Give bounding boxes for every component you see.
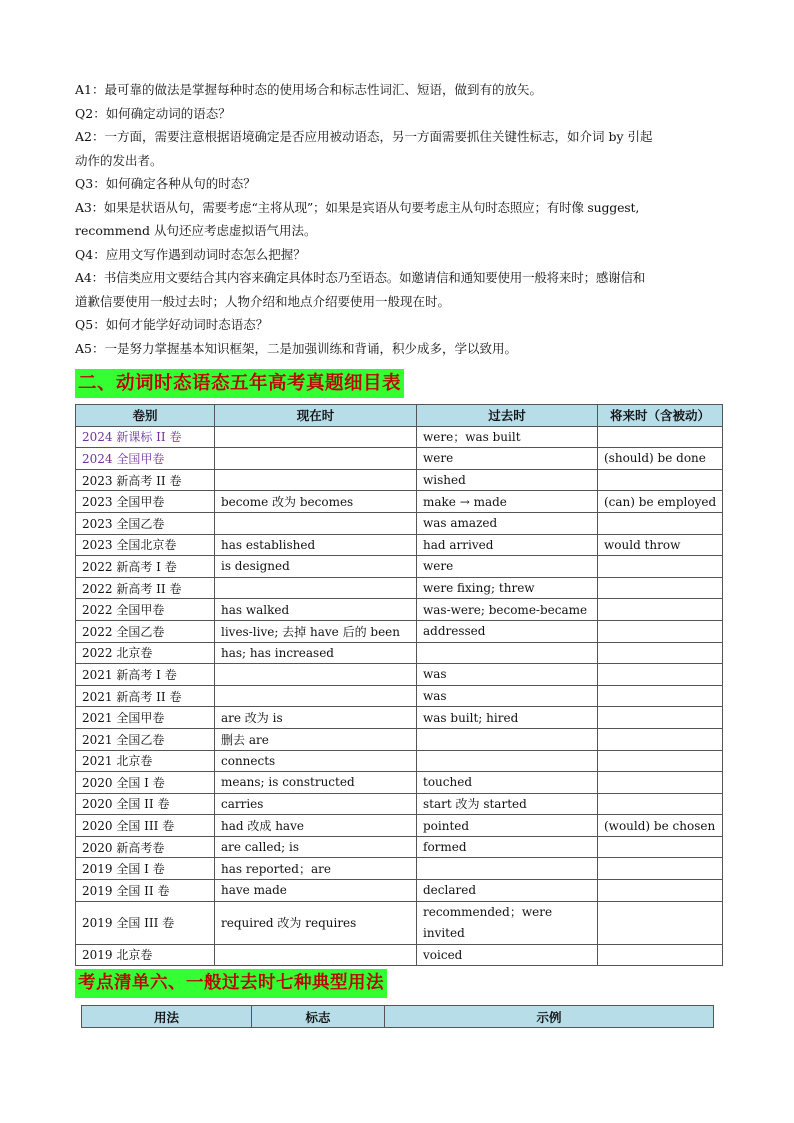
past-cell: recommended；were invited: [417, 901, 598, 944]
table-row: [76, 707, 723, 729]
paper-cell: 2021 全国乙卷: [76, 728, 215, 750]
present-cell: are called; is: [215, 836, 417, 858]
column-header: 过去时: [417, 405, 598, 427]
exam-table-body: [76, 426, 723, 966]
column-header: 用法: [82, 1006, 252, 1028]
present-cell: is designed: [215, 556, 417, 578]
paper-cell: 2020 全国 I 卷: [76, 772, 215, 794]
table-row: [76, 793, 723, 815]
table-row: [76, 880, 723, 902]
future-cell: [598, 901, 723, 944]
table-row: [76, 426, 723, 448]
present-cell: [215, 664, 417, 686]
present-cell: has established: [215, 534, 417, 556]
past-cell: were: [417, 448, 598, 470]
paper-cell: 2022 全国甲卷: [76, 599, 215, 621]
paper-cell: 2019 全国 I 卷: [76, 858, 215, 880]
past-cell: [417, 728, 598, 750]
table-row: [76, 901, 723, 944]
paper-cell: 2023 全国北京卷: [76, 534, 215, 556]
past-cell: pointed: [417, 815, 598, 837]
past-cell: formed: [417, 836, 598, 858]
qa-line: Q5：如何才能学好动词时态语态？: [75, 317, 269, 332]
table-row: [76, 469, 723, 491]
paper-cell: 2023 全国乙卷: [76, 512, 215, 534]
qa-line: A3：如果是状语从句，需要考虑“主将从现”；如果是宾语从句要考虑主从句时态照应；有时像 suggest,: [75, 199, 640, 215]
past-cell: addressed: [417, 620, 598, 642]
qa-line: Q2：如何确定动词的语态？: [75, 105, 231, 121]
table-row: [76, 534, 723, 556]
present-cell: connects: [215, 750, 417, 772]
paper-cell: 2023 全国甲卷: [76, 491, 215, 513]
paper-cell: 2021 北京卷: [76, 750, 215, 772]
present-cell: [215, 577, 417, 599]
section-heading-exam-table: 二、动词时态语态五年高考真题细目表: [75, 369, 404, 398]
future-cell: [598, 642, 723, 664]
past-cell: start 改为 started: [417, 793, 598, 815]
table-row: [76, 599, 723, 621]
paper-cell: 2020 新高考卷: [76, 836, 215, 858]
future-cell: [598, 772, 723, 794]
present-cell: become 改为 becomes: [215, 491, 417, 513]
present-cell: [215, 448, 417, 470]
future-cell: (can) be employed: [598, 491, 723, 513]
future-cell: [598, 793, 723, 815]
past-cell: was built; hired: [417, 707, 598, 729]
table-row: [76, 620, 723, 642]
paper-cell: 2019 全国 II 卷: [76, 880, 215, 902]
future-cell: [598, 707, 723, 729]
table-row: [76, 577, 723, 599]
usage-table: [81, 1005, 714, 1028]
paper-cell: 2024 新课标 II 卷: [76, 426, 215, 448]
paper-cell: 2023 新高考 II 卷: [76, 469, 215, 491]
future-cell: [598, 944, 723, 966]
past-cell: were: [417, 556, 598, 578]
present-cell: [215, 426, 417, 448]
paper-cell: 2022 新高考 II 卷: [76, 577, 215, 599]
table-row: [76, 491, 723, 513]
past-cell: make → made: [417, 491, 598, 513]
future-cell: [598, 599, 723, 621]
column-header: 现在时: [215, 405, 417, 427]
table-row: [76, 512, 723, 534]
present-cell: [215, 469, 417, 491]
table-row: [76, 664, 723, 686]
past-cell: were fixing; threw: [417, 577, 598, 599]
present-cell: required 改为 requires: [215, 901, 417, 944]
column-header: 示例: [385, 1006, 714, 1028]
qa-line: 道歉信要使用一般过去时；人物介绍和地点介绍要使用一般现在时。: [75, 293, 451, 309]
past-cell: wished: [417, 469, 598, 491]
present-cell: [215, 512, 417, 534]
qa-section: [75, 78, 723, 360]
paper-cell: 2019 全国 III 卷: [76, 901, 215, 944]
past-cell: was: [417, 685, 598, 707]
present-cell: have made: [215, 880, 417, 902]
qa-line: Q4：应用文写作遇到动词时态怎么把握？: [75, 246, 306, 262]
present-cell: 删去 are: [215, 728, 417, 750]
table-header-row: [76, 405, 723, 427]
past-cell: [417, 858, 598, 880]
future-cell: [598, 512, 723, 534]
qa-line: Q3：如何确定各种从句的时态？: [75, 176, 256, 191]
column-header: 将来时（含被动）: [598, 405, 723, 427]
paper-cell: 2024 全国甲卷: [76, 448, 215, 470]
table-header-row: [82, 1006, 714, 1028]
past-cell: voiced: [417, 944, 598, 966]
future-cell: [598, 664, 723, 686]
future-cell: [598, 620, 723, 642]
paper-cell: 2022 新高考 I 卷: [76, 556, 215, 578]
paper-cell: 2022 北京卷: [76, 642, 215, 664]
future-cell: [598, 469, 723, 491]
table-row: [76, 944, 723, 966]
paper-cell: 2020 全国 II 卷: [76, 793, 215, 815]
past-cell: were；was built: [417, 426, 598, 448]
present-cell: [215, 944, 417, 966]
past-cell: [417, 750, 598, 772]
qa-line: A1：最可靠的做法是掌握每种时态的使用场合和标志性词汇、短语，做到有的放矢。: [75, 82, 542, 97]
present-cell: has walked: [215, 599, 417, 621]
table-row: [76, 728, 723, 750]
future-cell: [598, 577, 723, 599]
table-row: [76, 772, 723, 794]
table-row: [76, 836, 723, 858]
paper-cell: 2021 全国甲卷: [76, 707, 215, 729]
paper-cell: 2021 新高考 II 卷: [76, 685, 215, 707]
future-cell: [598, 556, 723, 578]
present-cell: are 改为 is: [215, 707, 417, 729]
present-cell: means; is constructed: [215, 772, 417, 794]
present-cell: has; has increased: [215, 642, 417, 664]
qa-line: A2：一方面，需要注意根据语境确定是否应用被动语态，另一方面需要抓住关键性标志，如介词 by 引起: [75, 129, 653, 144]
exam-table: [75, 404, 723, 966]
qa-line: A5：一是努力掌握基本知识框架，二是加强训练和背诵，积少成多，学以致用。: [75, 340, 517, 356]
present-cell: carries: [215, 793, 417, 815]
future-cell: [598, 426, 723, 448]
present-cell: had 改成 have: [215, 815, 417, 837]
present-cell: [215, 685, 417, 707]
table-row: [76, 556, 723, 578]
future-cell: (should) be done: [598, 448, 723, 470]
table-row: [76, 685, 723, 707]
future-cell: [598, 685, 723, 707]
future-cell: [598, 858, 723, 880]
future-cell: would throw: [598, 534, 723, 556]
column-header: 卷别: [76, 405, 215, 427]
qa-line: A4：书信类应用文要结合其内容来确定具体时态乃至语态。如邀请信和通知要使用一般将来时；感谢信和: [75, 270, 646, 285]
past-cell: had arrived: [417, 534, 598, 556]
section-heading-past-tense: 考点清单六、一般过去时七种典型用法: [75, 969, 387, 998]
past-cell: [417, 642, 598, 664]
paper-cell: 2020 全国 III 卷: [76, 815, 215, 837]
qa-line: 动作的发出者。: [75, 152, 163, 168]
table-row: [76, 815, 723, 837]
future-cell: [598, 836, 723, 858]
future-cell: [598, 728, 723, 750]
present-cell: has reported；are: [215, 858, 417, 880]
table-row: [76, 448, 723, 470]
past-cell: was amazed: [417, 512, 598, 534]
paper-cell: 2019 北京卷: [76, 944, 215, 966]
past-cell: touched: [417, 772, 598, 794]
past-cell: was-were; become-became: [417, 599, 598, 621]
future-cell: [598, 880, 723, 902]
qa-line: recommend 从句还应考虑虚拟语气用法。: [75, 223, 317, 238]
paper-cell: 2021 新高考 I 卷: [76, 664, 215, 686]
future-cell: [598, 750, 723, 772]
table-row: [76, 858, 723, 880]
column-header: 标志: [252, 1006, 385, 1028]
present-cell: lives-live; 去掉 have 后的 been: [215, 620, 417, 642]
table-row: [76, 642, 723, 664]
past-cell: was: [417, 664, 598, 686]
future-cell: (would) be chosen: [598, 815, 723, 837]
table-row: [76, 750, 723, 772]
past-cell: declared: [417, 880, 598, 902]
paper-cell: 2022 全国乙卷: [76, 620, 215, 642]
